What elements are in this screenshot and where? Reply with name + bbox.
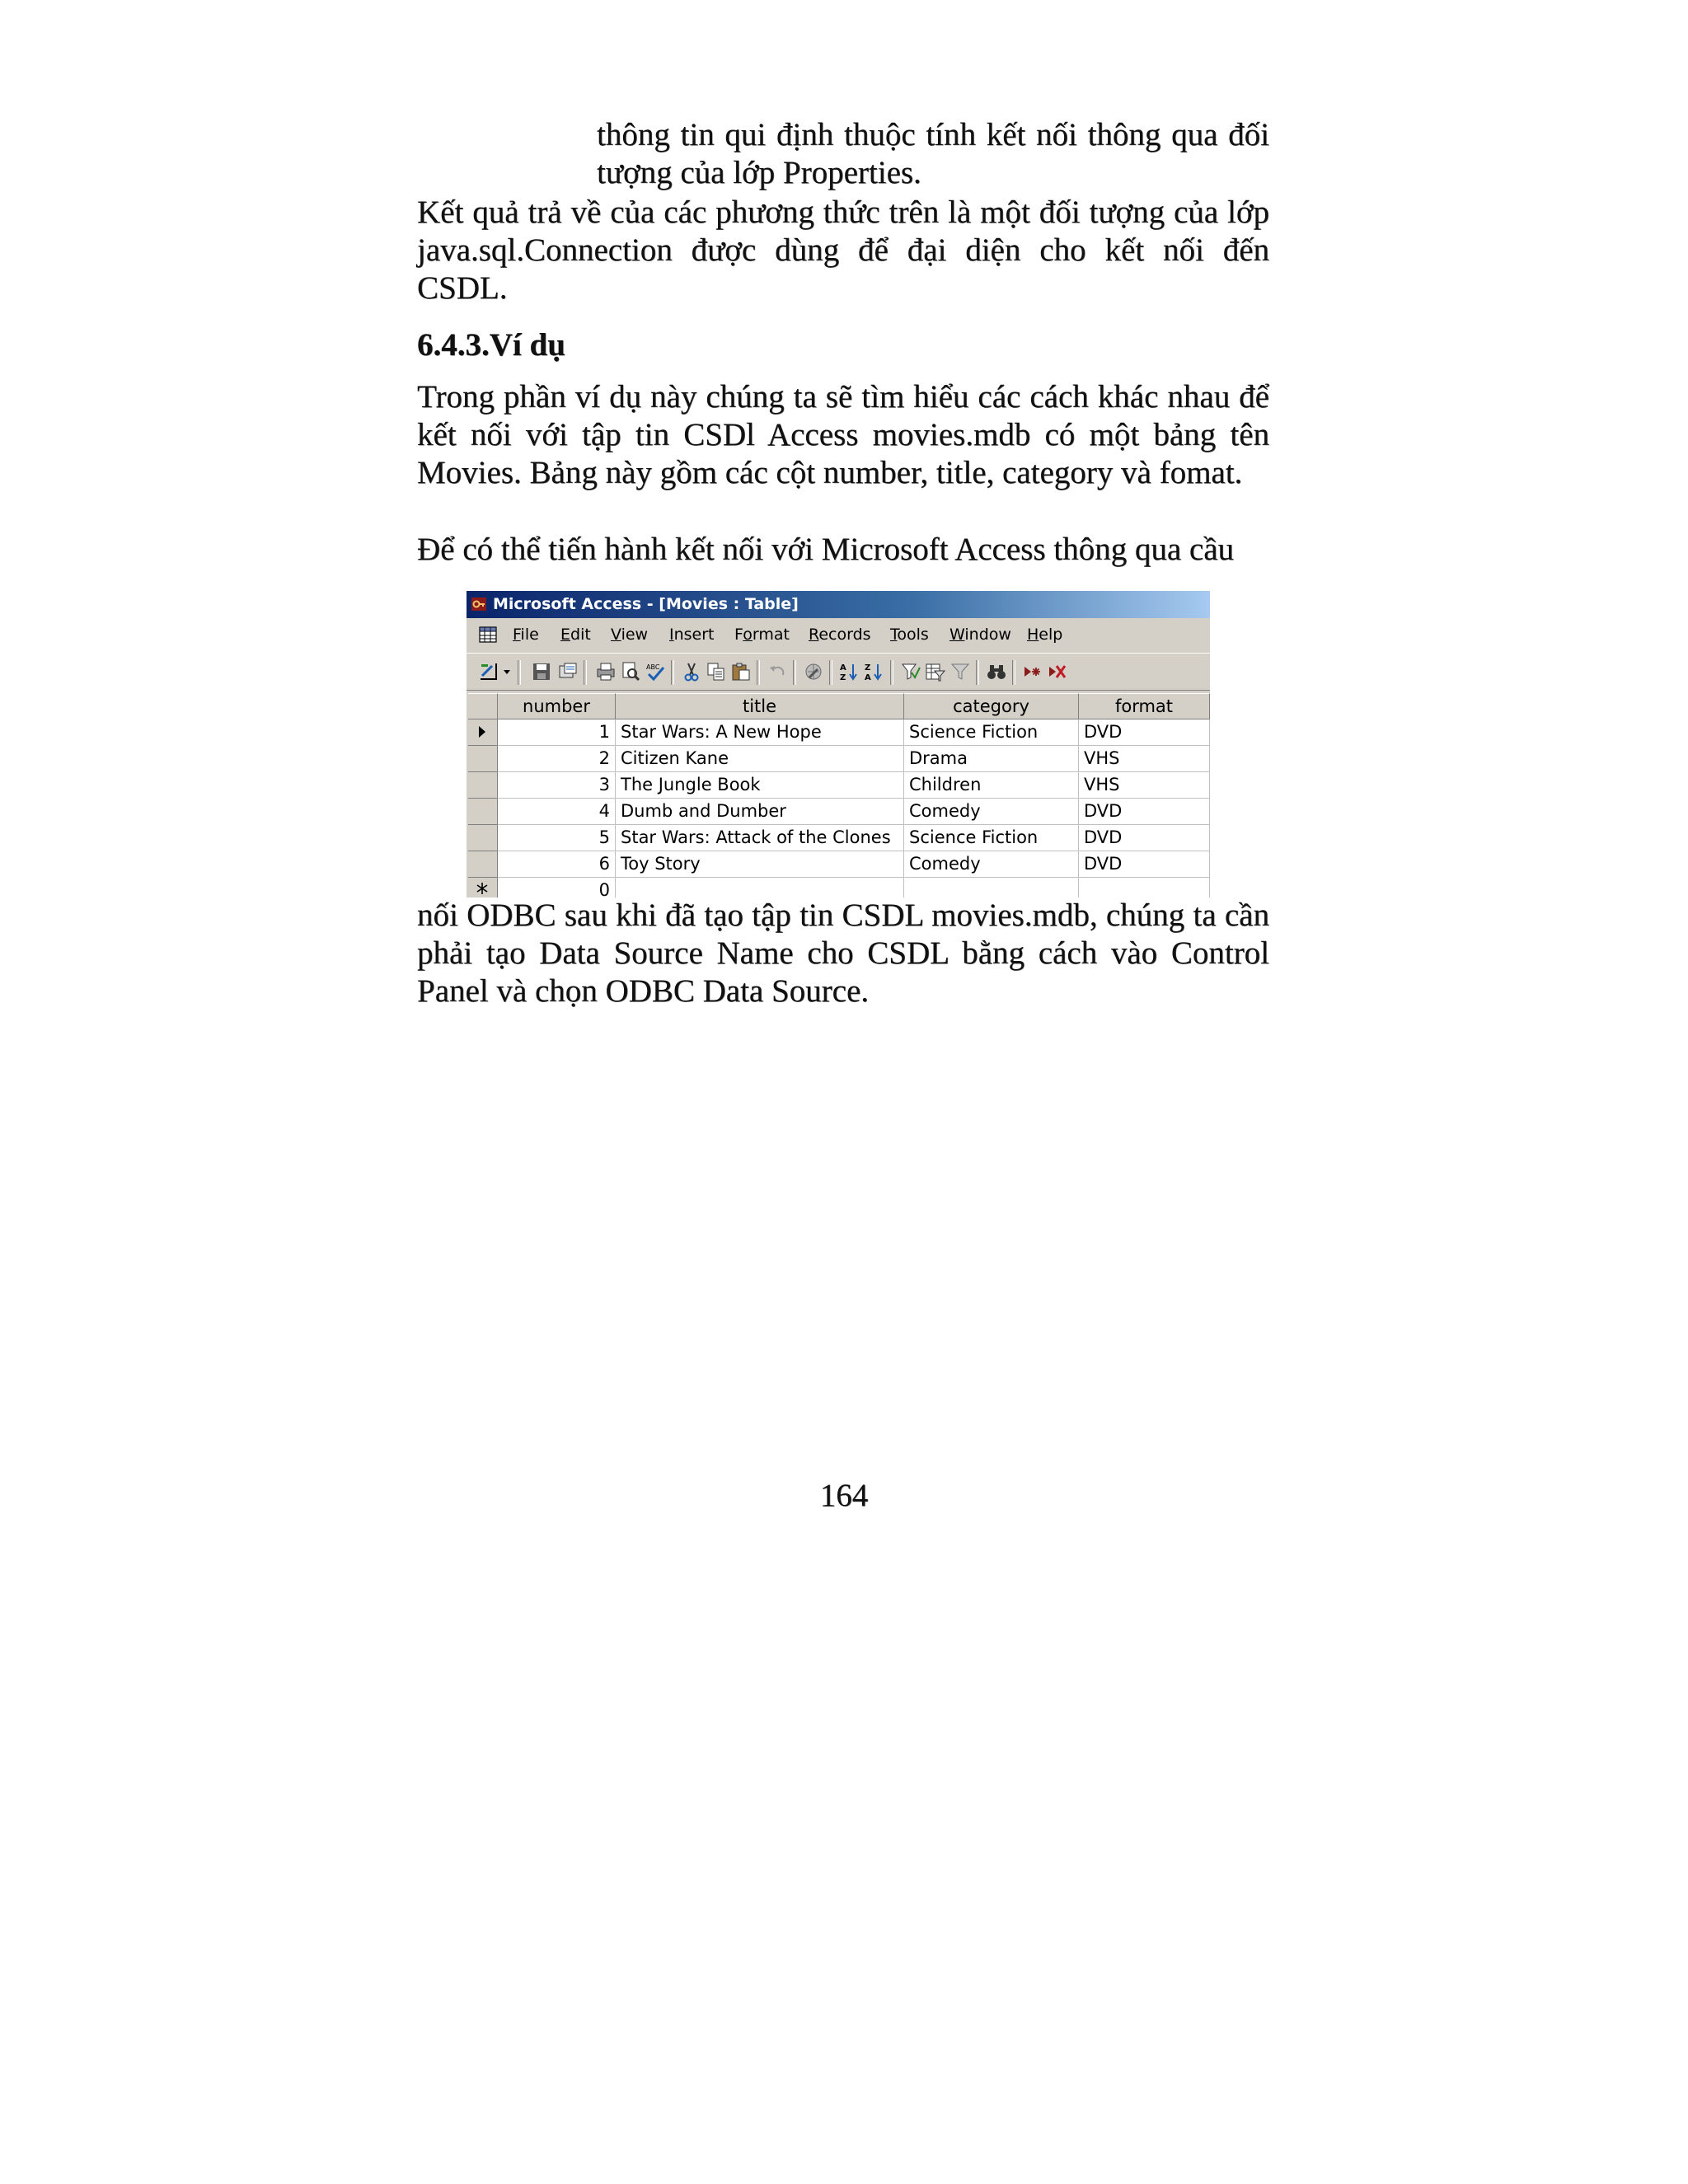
spelling-icon[interactable] — [645, 661, 666, 682]
table-header-row — [468, 693, 1210, 719]
cell-format[interactable]: DVD — [1079, 851, 1210, 878]
access-window-screenshot — [467, 591, 1210, 898]
cell-category[interactable]: Comedy — [904, 799, 1079, 825]
cell-format[interactable]: DVD — [1079, 799, 1210, 825]
record-selector[interactable] — [468, 746, 498, 772]
table-row[interactable] — [468, 772, 1210, 799]
menu-edit[interactable]: Edit — [560, 626, 591, 644]
cell-number[interactable]: 0 — [498, 878, 616, 898]
apply-filter-icon[interactable] — [950, 661, 971, 682]
cell-category[interactable]: Children — [904, 772, 1079, 799]
cell-category[interactable]: Science Fiction — [904, 825, 1079, 851]
find-icon[interactable] — [986, 661, 1007, 682]
column-header-category[interactable]: category — [904, 693, 1079, 719]
paragraph-properties: thông tin qui định thuộc tính kết nối thông qua đối tượng của lớp Properties. — [597, 117, 1269, 190]
design-view-icon[interactable] — [478, 661, 499, 682]
svg-text:A: A — [865, 673, 871, 682]
new-record-icon[interactable] — [1022, 661, 1043, 682]
cell-category[interactable]: Science Fiction — [904, 719, 1079, 746]
table-row[interactable] — [468, 799, 1210, 825]
cell-number[interactable]: 3 — [498, 772, 616, 799]
svg-text:Z: Z — [840, 673, 846, 682]
delete-record-icon[interactable] — [1047, 661, 1068, 682]
menu-file[interactable]: File — [513, 626, 539, 644]
cell-number[interactable]: 5 — [498, 825, 616, 851]
record-selector[interactable] — [468, 825, 498, 851]
paragraph-odbc-start: Để có thể tiến hành kết nối với Microsoft Access thông qua cầu — [417, 532, 1235, 567]
filter-by-form-icon[interactable] — [925, 661, 946, 682]
table-row[interactable] — [468, 851, 1210, 878]
cell-format[interactable]: VHS — [1079, 772, 1210, 799]
cell-title[interactable]: Citizen Kane — [616, 746, 904, 772]
filter-by-selection-icon[interactable] — [900, 661, 921, 682]
svg-text:A: A — [840, 663, 846, 673]
cell-category[interactable] — [904, 878, 1079, 898]
paragraph-odbc-continued: nối ODBC sau khi đã tạo tập tin CSDL movies.mdb, chúng ta cần phải tạo Data Source Name cho CSDL bằng cách vào Control Panel và chọn ODBC Data Source. — [417, 898, 1269, 1009]
paragraph-result: Kết quả trả về của các phương thức trên là một đối tượng của lớp java.sql.Connection được dùng để đại diện cho kết nối đến CSDL. — [417, 194, 1269, 306]
menu-bar — [467, 620, 1210, 649]
cell-number[interactable]: 2 — [498, 746, 616, 772]
paragraph-example: Trong phần ví dụ này chúng ta sẽ tìm hiểu các cách khác nhau để kết nối với tập tin CSDl Access movies.mdb có một bảng tên Movies. Bảng này gồm các cột number, title, category và fomat. — [417, 379, 1269, 490]
select-all-corner[interactable] — [468, 693, 498, 719]
record-selector[interactable] — [468, 719, 498, 746]
sort-ascending-icon[interactable] — [839, 661, 860, 682]
window-title: Microsoft Access - [Movies : Table] — [493, 595, 799, 613]
movies-datasheet[interactable] — [468, 693, 1210, 898]
cell-title[interactable]: Star Wars: Attack of the Clones — [616, 825, 904, 851]
cell-number[interactable]: 4 — [498, 799, 616, 825]
cell-category[interactable]: Drama — [904, 746, 1079, 772]
cell-title[interactable]: Star Wars: A New Hope — [616, 719, 904, 746]
sort-descending-icon[interactable] — [864, 661, 885, 682]
paste-icon[interactable] — [730, 661, 752, 682]
cell-number[interactable]: 1 — [498, 719, 616, 746]
new-record-star-icon — [468, 878, 496, 898]
cut-icon[interactable] — [681, 661, 702, 682]
section-heading: 6.4.3.Ví dụ — [417, 327, 565, 363]
preview-icon[interactable] — [620, 661, 641, 682]
record-selector[interactable] — [468, 799, 498, 825]
menu-help[interactable]: Help — [1027, 626, 1063, 644]
table-row[interactable] — [468, 746, 1210, 772]
cell-title[interactable]: Toy Story — [616, 851, 904, 878]
access-key-icon — [471, 596, 487, 612]
cell-title[interactable]: Dumb and Dumber — [616, 799, 904, 825]
menu-records[interactable]: Records — [809, 626, 871, 644]
current-record-arrow-icon — [468, 719, 496, 744]
svg-text:Z: Z — [865, 663, 871, 673]
cell-format[interactable] — [1079, 878, 1210, 898]
column-header-title[interactable]: title — [616, 693, 904, 719]
svg-text:ABC: ABC — [646, 663, 660, 671]
record-selector[interactable] — [468, 772, 498, 799]
cell-category[interactable]: Comedy — [904, 851, 1079, 878]
menu-window[interactable]: Window — [950, 626, 1011, 644]
cell-title[interactable] — [616, 878, 904, 898]
menu-tools[interactable]: Tools — [890, 626, 929, 644]
table-row[interactable] — [468, 825, 1210, 851]
chevron-down-icon[interactable] — [501, 661, 513, 682]
column-header-number[interactable]: number — [498, 693, 616, 719]
toolbar — [467, 653, 1210, 691]
print-preview-icon[interactable] — [557, 661, 579, 682]
table-row[interactable] — [468, 719, 1210, 746]
table-icon[interactable] — [479, 626, 497, 643]
menu-insert[interactable]: Insert — [669, 626, 715, 644]
hyperlink-icon[interactable] — [803, 661, 824, 682]
print-icon[interactable] — [595, 661, 617, 682]
record-selector[interactable] — [468, 878, 498, 898]
copy-icon[interactable] — [706, 661, 727, 682]
cell-format[interactable]: VHS — [1079, 746, 1210, 772]
save-icon[interactable] — [531, 661, 552, 682]
menu-format[interactable]: Format — [734, 626, 790, 644]
title-bar — [467, 591, 1210, 618]
cell-format[interactable]: DVD — [1079, 719, 1210, 746]
cell-format[interactable]: DVD — [1079, 825, 1210, 851]
undo-icon[interactable] — [767, 661, 788, 682]
menu-view[interactable]: View — [611, 626, 649, 644]
page-number: 164 — [819, 1478, 869, 1513]
cell-number[interactable]: 6 — [498, 851, 616, 878]
cell-title[interactable]: The Jungle Book — [616, 772, 904, 799]
column-header-format[interactable]: format — [1079, 693, 1210, 719]
new-record-row[interactable] — [468, 878, 1210, 898]
record-selector[interactable] — [468, 851, 498, 878]
